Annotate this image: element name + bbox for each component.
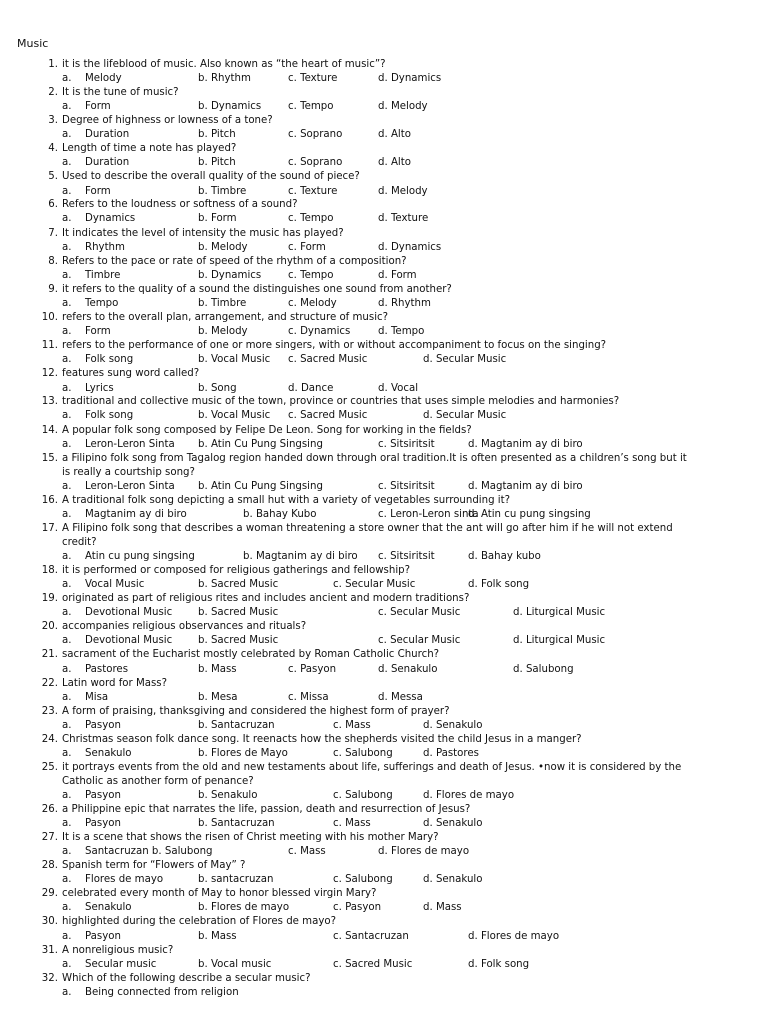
question-text: highlighted during the celebration of Flores de mayo? — [62, 916, 337, 927]
question-text: celebrated every month of May to honor blessed virgin Mary? — [62, 888, 377, 899]
question-number: 27. — [41, 832, 58, 843]
answer-option: d. Vocal — [378, 383, 419, 394]
answer-option: d. Mass — [423, 902, 462, 913]
option-letter: a. — [62, 635, 72, 646]
answer-option: d. Dance — [288, 383, 334, 394]
answer-option: c. Sacred Music — [288, 410, 368, 421]
page-title: Music — [17, 37, 49, 50]
question-number: 22. — [41, 678, 58, 689]
answer-option: Dynamics — [85, 213, 136, 224]
question-number: 31. — [41, 945, 58, 956]
answer-option: b. Sacred Music — [198, 635, 279, 646]
answer-option: Leron-Leron Sinta — [85, 439, 175, 450]
answer-option: c. Salubong — [333, 748, 393, 759]
question-text: Refers to the pace or rate of speed of the rhythm of a composition? — [62, 256, 407, 267]
option-letter: a. — [62, 664, 72, 675]
answer-option: Devotional Music — [85, 635, 173, 646]
question-text: Refers to the loudness or softness of a sound? — [62, 199, 298, 210]
answer-option: Atin cu pung singsing — [85, 551, 195, 562]
answer-option: d. Folk song — [468, 579, 530, 590]
answer-option: b. Sacred Music — [198, 607, 279, 618]
answer-option: Folk song — [85, 410, 134, 421]
answer-option: d. Bahay kubo — [468, 551, 541, 562]
option-letter: a. — [62, 931, 72, 942]
option-letter: a. — [62, 748, 72, 759]
answer-option: b. Timbre — [198, 298, 247, 309]
question-text: it is the lifeblood of music. Also known as “the heart of music”? — [62, 59, 386, 70]
option-letter: a. — [62, 298, 72, 309]
answer-option: Pasyon — [85, 931, 121, 942]
answer-option: c. Tempo — [288, 101, 334, 112]
answer-option: Melody — [85, 73, 122, 84]
answer-option: b. Mass — [198, 931, 237, 942]
question-text: a Philippine epic that narrates the life, passion, death and resurrection of Jesus? — [62, 804, 471, 815]
answer-option: Form — [85, 326, 111, 337]
question-number: 8. — [48, 256, 58, 267]
answer-option: d. Liturgical Music — [513, 607, 606, 618]
answer-option: c. Secular Music — [378, 607, 461, 618]
answer-option: b. Form — [198, 213, 237, 224]
option-letter: a. — [62, 383, 72, 394]
answer-option: b. Mesa — [198, 692, 238, 703]
answer-option: Timbre — [85, 270, 121, 281]
option-letter: a. — [62, 579, 72, 590]
option-letter: a. — [62, 509, 72, 520]
option-letter: a. — [62, 410, 72, 421]
question-number: 6. — [48, 199, 58, 210]
answer-option: b. Vocal Music — [198, 410, 271, 421]
answer-option: c. Santacruzan — [333, 931, 409, 942]
answer-option: c. Tempo — [288, 270, 334, 281]
option-letter: a. — [62, 481, 72, 492]
answer-option: d. Melody — [378, 186, 428, 197]
option-letter: a. — [62, 326, 72, 337]
answer-option: Pastores — [85, 664, 129, 675]
answer-option: Folk song — [85, 354, 134, 365]
question-text: A Filipino folk song that describes a woman threatening a store owner that the ant will go after him if he will not extend — [62, 523, 673, 534]
answer-option: c. Pasyon — [288, 664, 337, 675]
answer-option: Pasyon — [85, 720, 121, 731]
question-text: Which of the following describe a secular music? — [62, 973, 311, 984]
answer-option: c. Melody — [288, 298, 337, 309]
question-text: it portrays events from the old and new testaments about life, sufferings and death of Jesus. •now it is considered by the — [62, 762, 682, 773]
question-number: 13. — [41, 396, 58, 407]
answer-option: b. Dynamics — [198, 101, 262, 112]
answer-option: b. Vocal Music — [198, 354, 271, 365]
option-letter: a. — [62, 270, 72, 281]
answer-option: b. Mass — [198, 664, 237, 675]
question-number: 32. — [41, 973, 58, 984]
answer-option: c. Mass — [288, 846, 326, 857]
option-letter: a. — [62, 959, 72, 970]
answer-option: c. Form — [288, 242, 326, 253]
answer-option: c. Salubong — [333, 874, 393, 885]
question-text: Degree of highness or lowness of a tone? — [62, 115, 273, 126]
question-number: 5. — [48, 171, 58, 182]
answer-option: b. Atin Cu Pung Singsing — [198, 481, 323, 492]
question-number: 25. — [41, 762, 58, 773]
question-text: refers to the performance of one or more singers, with or without accompaniment to focus on the singing? — [62, 340, 607, 351]
answer-option: d. Senakulo — [423, 720, 483, 731]
answer-option: d. Secular Music — [423, 354, 507, 365]
question-text: Spanish term for “Flowers of May” ? — [62, 860, 246, 871]
question-number: 3. — [48, 115, 58, 126]
answer-option: d. Rhythm — [378, 298, 431, 309]
answer-option: b. Dynamics — [198, 270, 262, 281]
question-text: refers to the overall plan, arrangement, and structure of music? — [62, 312, 389, 323]
option-letter: a. — [62, 73, 72, 84]
answer-option: c. Sacred Music — [288, 354, 368, 365]
answer-option: Magtanim ay di biro — [85, 509, 187, 520]
answer-option: Form — [85, 101, 111, 112]
answer-option: c. Soprano — [288, 157, 343, 168]
answer-option: Misa — [85, 692, 109, 703]
answer-option: d. Senakulo — [423, 874, 483, 885]
answer-option: d. Magtanim ay di biro — [468, 481, 583, 492]
answer-option: d. Pastores — [423, 748, 479, 759]
answer-option: Flores de mayo — [85, 874, 164, 885]
option-letter: a. — [62, 987, 72, 998]
answer-option: Devotional Music — [85, 607, 173, 618]
answer-option: b. Sacred Music — [198, 579, 279, 590]
answer-option: d. Alto — [378, 157, 411, 168]
question-number: 20. — [41, 621, 58, 632]
answer-option: Form — [85, 186, 111, 197]
answer-option: Pasyon — [85, 818, 121, 829]
answer-option: d. Dynamics — [378, 242, 442, 253]
answer-option: b. Atin Cu Pung Singsing — [198, 439, 323, 450]
answer-option: b. Song — [198, 383, 237, 394]
answer-option: d. Form — [378, 270, 417, 281]
question-text: A popular folk song composed by Felipe De Leon. Song for working in the fields? — [62, 425, 472, 436]
answer-option: b. Rhythm — [198, 73, 251, 84]
answer-option: c. Tempo — [288, 213, 334, 224]
answer-option: d. Secular Music — [423, 410, 507, 421]
answer-option: c. Soprano — [288, 129, 343, 140]
question-number: 4. — [48, 143, 58, 154]
question-text: It is a scene that shows the risen of Christ meeting with his mother Mary? — [62, 832, 439, 843]
question-text: sacrament of the Eucharist mostly celebrated by Roman Catholic Church? — [62, 649, 440, 660]
answer-option: b. Flores de mayo — [198, 902, 290, 913]
question-number: 28. — [41, 860, 58, 871]
answer-option: d. Senakulo — [423, 818, 483, 829]
question-text: Christmas season folk dance song. It reenacts how the shepherds visited the child Jesus in a manger? — [62, 734, 582, 745]
answer-option: b. Timbre — [198, 186, 247, 197]
answer-option: c. Salubong — [333, 790, 393, 801]
answer-option: c. Sitsiritsit — [378, 481, 435, 492]
question-text: Used to describe the overall quality of the sound of piece? — [62, 171, 360, 182]
answer-option: Tempo — [85, 298, 119, 309]
option-letter: a. — [62, 242, 72, 253]
answer-option: d. Tempo — [378, 326, 425, 337]
question-number: 16. — [41, 495, 58, 506]
answer-option: c. Sitsiritsit — [378, 439, 435, 450]
option-letter: a. — [62, 846, 72, 857]
question-text: it refers to the quality of a sound the distinguishes one sound from another? — [62, 284, 452, 295]
question-number: 24. — [41, 734, 58, 745]
answer-option: Lyrics — [85, 383, 114, 394]
question-text: features sung word called? — [62, 368, 200, 379]
option-letter: a. — [62, 129, 72, 140]
question-text: A traditional folk song depicting a small hut with a variety of vegetables surrounding it? — [62, 495, 511, 506]
option-letter: a. — [62, 157, 72, 168]
answer-option: Vocal Music — [85, 579, 145, 590]
option-letter: a. — [62, 213, 72, 224]
answer-option: c. Dynamics — [288, 326, 351, 337]
question-number: 2. — [48, 87, 58, 98]
question-number: 15. — [41, 453, 58, 464]
question-text: It indicates the level of intensity the music has played? — [62, 228, 344, 239]
question-number: 7. — [48, 228, 58, 239]
answer-option: b. Pitch — [198, 157, 236, 168]
answer-option: c. Pasyon — [333, 902, 382, 913]
answer-option: c. Mass — [333, 818, 371, 829]
answer-option: b. Melody — [198, 326, 248, 337]
answer-option: b. Bahay Kubo — [243, 509, 317, 520]
answer-option: b. Pitch — [198, 129, 236, 140]
answer-option: Pasyon — [85, 790, 121, 801]
answer-option: Rhythm — [85, 242, 125, 253]
question-text: traditional and collective music of the town, province or countries that uses simple melodies and harmonies? — [62, 396, 620, 407]
answer-option: Being connected from religion — [85, 987, 239, 998]
answer-option: Duration — [85, 157, 130, 168]
question-text: originated as part of religious rites and includes ancient and modern traditions? — [62, 593, 470, 604]
answer-option: Duration — [85, 129, 130, 140]
option-letter: a. — [62, 720, 72, 731]
question-number: 29. — [41, 888, 58, 899]
answer-option: c. Leron-Leron sinta — [378, 509, 479, 520]
question-number: 23. — [41, 706, 58, 717]
option-letter: a. — [62, 354, 72, 365]
answer-option: c. Secular Music — [378, 635, 461, 646]
question-text: It is the tune of music? — [62, 87, 179, 98]
answer-option: d. Flores de mayo — [378, 846, 470, 857]
answer-option: c. Sacred Music — [333, 959, 413, 970]
answer-option: Leron-Leron Sinta — [85, 481, 175, 492]
question-text: A form of praising, thanksgiving and considered the highest form of prayer? — [62, 706, 450, 717]
answer-option: b. Flores de Mayo — [198, 748, 288, 759]
answer-option: d. Melody — [378, 101, 428, 112]
answer-option: d. Flores de mayo — [423, 790, 515, 801]
option-letter: a. — [62, 101, 72, 112]
question-number: 10. — [41, 312, 58, 323]
question-text: Latin word for Mass? — [62, 678, 168, 689]
answer-option: c. Mass — [333, 720, 371, 731]
answer-option: d. Folk song — [468, 959, 530, 970]
answer-option: c. Missa — [288, 692, 329, 703]
answer-option: d. Salubong — [513, 664, 574, 675]
question-text: Length of time a note has played? — [62, 143, 237, 154]
question-number: 12. — [41, 368, 58, 379]
answer-option: b. santacruzan — [198, 874, 274, 885]
answer-option: d. Magtanim ay di biro — [468, 439, 583, 450]
question-number: 17. — [41, 523, 58, 534]
answer-option: d. Texture — [378, 213, 429, 224]
question-number: 19. — [41, 593, 58, 604]
answer-option: d. Alto — [378, 129, 411, 140]
answer-option: c. Secular Music — [333, 579, 416, 590]
answer-option: d. Flores de mayo — [468, 931, 560, 942]
answer-option: Santacruzan b. Salubong — [85, 846, 213, 857]
question-number: 18. — [41, 565, 58, 576]
answer-option: d. Liturgical Music — [513, 635, 606, 646]
option-letter: a. — [62, 607, 72, 618]
option-letter: a. — [62, 186, 72, 197]
answer-option: d. Atin cu pung singsing — [468, 509, 591, 520]
question-number: 26. — [41, 804, 58, 815]
answer-option: d. Messa — [378, 692, 423, 703]
answer-option: Secular music — [85, 959, 157, 970]
question-number: 14. — [41, 425, 58, 436]
option-letter: a. — [62, 439, 72, 450]
answer-option: Senakulo — [85, 902, 132, 913]
answer-option: d. Dynamics — [378, 73, 442, 84]
question-text: accompanies religious observances and rituals? — [62, 621, 307, 632]
option-letter: a. — [62, 692, 72, 703]
option-letter: a. — [62, 790, 72, 801]
question-text-continued: credit? — [62, 537, 97, 548]
answer-option: d. Senakulo — [378, 664, 438, 675]
answer-option: c. Texture — [288, 186, 338, 197]
question-text: A nonreligious music? — [62, 945, 174, 956]
question-text-continued: is really a courtship song? — [62, 467, 195, 478]
answer-option: Senakulo — [85, 748, 132, 759]
option-letter: a. — [62, 902, 72, 913]
answer-option: b. Melody — [198, 242, 248, 253]
question-text: it is performed or composed for religious gatherings and fellowship? — [62, 565, 411, 576]
question-number: 1. — [48, 59, 58, 70]
question-text-continued: Catholic as another form of penance? — [62, 776, 254, 787]
answer-option: c. Texture — [288, 73, 338, 84]
option-letter: a. — [62, 874, 72, 885]
answer-option: b. Santacruzan — [198, 720, 275, 731]
answer-option: b. Senakulo — [198, 790, 258, 801]
question-text: a Filipino folk song from Tagalog region handed down through oral tradition.It is often presented as a children’s song but it — [62, 453, 687, 464]
question-number: 9. — [48, 284, 58, 295]
question-number: 11. — [41, 340, 58, 351]
answer-option: b. Magtanim ay di biro — [243, 551, 358, 562]
answer-option: b. Santacruzan — [198, 818, 275, 829]
answer-option: b. Vocal music — [198, 959, 272, 970]
question-number: 21. — [41, 649, 58, 660]
option-letter: a. — [62, 818, 72, 829]
option-letter: a. — [62, 551, 72, 562]
answer-option: c. Sitsiritsit — [378, 551, 435, 562]
question-number: 30. — [41, 916, 58, 927]
